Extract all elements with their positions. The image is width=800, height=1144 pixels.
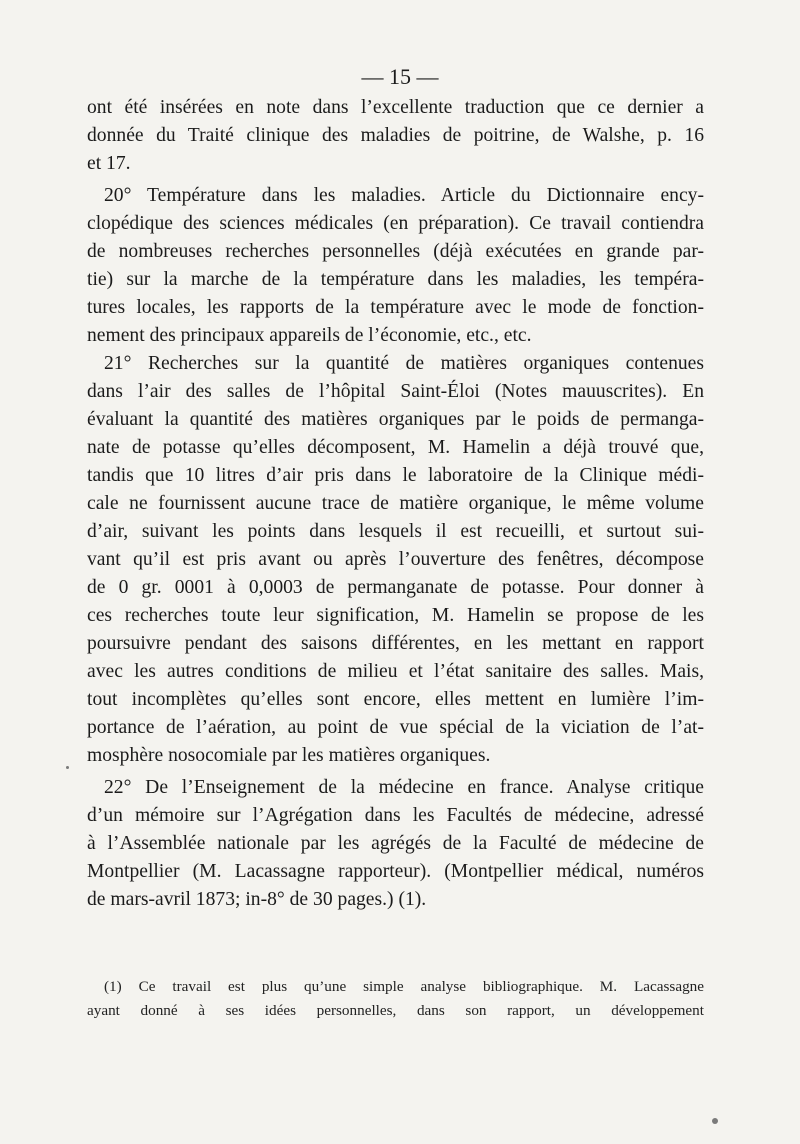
text-line: nate de potasse qu’elles décomposent, M. Hamelin a déjà trouvé que, [87, 437, 704, 458]
text-line: à l’Assemblée nationale par les agrégés de la Faculté de médecine de [87, 833, 704, 854]
text-line: ces recherches toute leur signification, M. Hamelin se propose de les [87, 605, 704, 626]
footnote-line: ayant donné à ses idées personnelles, dans son rapport, un développement [87, 1002, 704, 1019]
text-line: portance de l’aération, au point de vue spécial de la viciation de l’at- [87, 717, 704, 738]
text-line: tandis que 10 litres d’air pris dans le laboratoire de la Clinique médi- [87, 465, 704, 486]
text-line: 22° De l’Enseignement de la médecine en france. Analyse critique [104, 777, 704, 798]
text-line: tout incomplètes qu’elles sont encore, elles mettent en lumière l’im- [87, 689, 704, 710]
page-number: — 15 — [361, 64, 439, 89]
text-line: mosphère nosocomiale par les matières organiques. [87, 745, 491, 766]
text-line: tures locales, les rapports de la température avec le mode de fonction- [87, 297, 704, 318]
text-line: de nombreuses recherches personnelles (déjà exécutées en grande par- [87, 241, 704, 262]
text-line: 20° Température dans les maladies. Article du Dictionnaire ency- [104, 185, 704, 206]
text-line: évaluant la quantité des matières organiques par le poids de permanga- [87, 409, 704, 430]
text-line: donnée du Traité clinique des maladies de poitrine, de Walshe, p. 16 [87, 125, 704, 146]
text-line: de mars-avril 1873; in-8° de 30 pages.) (1). [87, 889, 427, 910]
text-line: d’air, suivant les points dans lesquels il est recueilli, et surtout sui- [87, 521, 704, 542]
text-line: tie) sur la marche de la température dans les maladies, les tempéra- [87, 269, 704, 290]
text-line: avec les autres conditions de milieu et l’état sanitaire des salles. Mais, [87, 661, 704, 682]
paper-speck [66, 766, 69, 769]
text-line: et 17. [87, 153, 131, 174]
text-line: clopédique des sciences médicales (en préparation). Ce travail contiendra [87, 213, 704, 234]
text-line: dans l’air des salles de l’hôpital Saint-Éloi (Notes mauuscrites). En [87, 381, 704, 402]
text-line: nement des principaux appareils de l’économie, etc., etc. [87, 325, 532, 346]
footnote [87, 975, 704, 1023]
text-line: 21° Recherches sur la quantité de matières organiques contenues [104, 353, 704, 374]
text-line: cale ne fournissent aucune trace de matière organique, le même volume [87, 493, 704, 514]
text-line: poursuivre pendant des saisons différentes, en les mettant en rapport [87, 633, 704, 654]
text-line: ont été insérées en note dans l’excellente traduction que ce dernier a [87, 97, 704, 118]
text-line: vant qu’il est pris avant ou après l’ouverture des fenêtres, décompose [87, 549, 704, 570]
text-line: de 0 gr. 0001 à 0,0003 de permanganate de potasse. Pour donner à [87, 577, 704, 598]
body-text [87, 94, 704, 914]
footnote-line: (1) Ce travail est plus qu’une simple analyse bibliographique. M. Lacassagne [104, 978, 704, 995]
text-line: Montpellier (M. Lacassagne rapporteur). (Montpellier médical, numéros [87, 861, 704, 882]
text-line: d’un mémoire sur l’Agrégation dans les Facultés de médecine, adressé [87, 805, 704, 826]
paper-speck [712, 1118, 718, 1124]
